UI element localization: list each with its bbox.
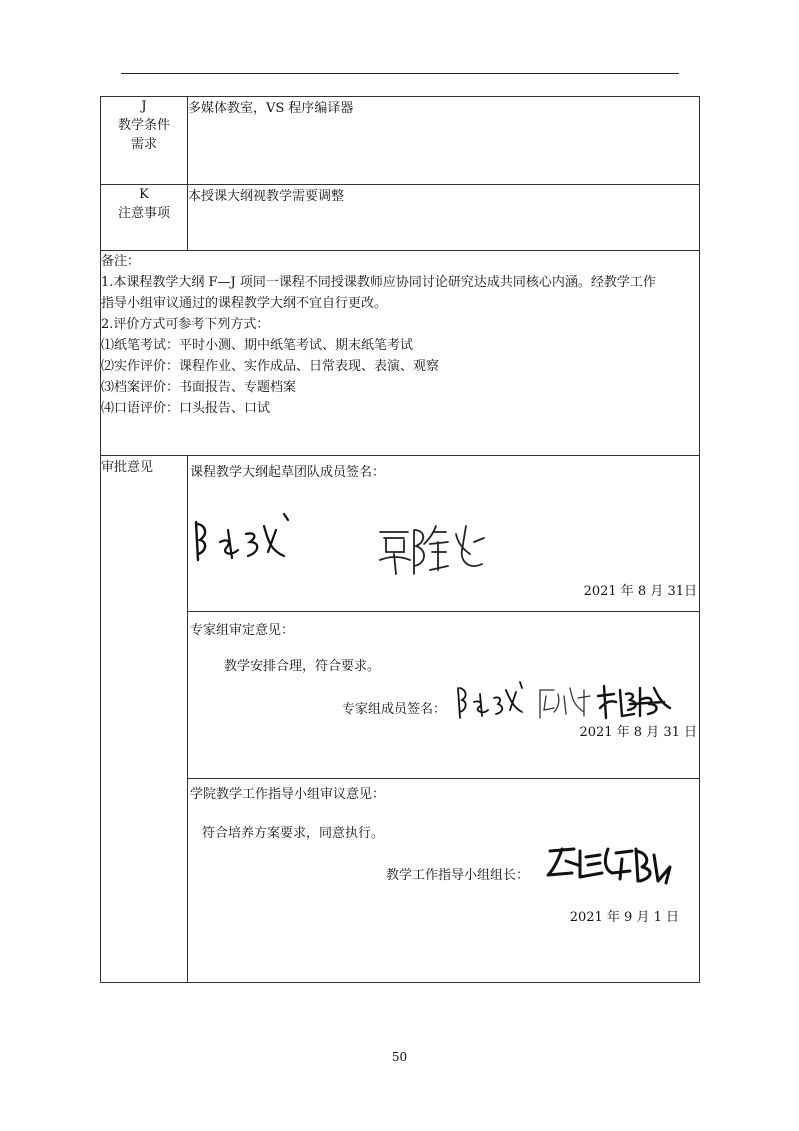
notes-line-6: ⑶档案评价：书面报告、专题档案 <box>101 380 297 395</box>
college-sign-label: 教学工作指导小组组长： <box>386 868 530 883</box>
row-k <box>101 185 700 251</box>
college-title: 学院教学工作指导小组审议意见： <box>190 787 386 802</box>
notes-line-7: ⑷口语评价：口头报告、口试 <box>101 401 271 416</box>
notes-line-4: ⑴纸笔考试：平时小测、期中纸笔考试、期末纸笔考试 <box>101 338 414 353</box>
notes-row <box>101 251 700 456</box>
expert-cell <box>188 612 700 779</box>
drafting-signature-2 <box>374 520 504 580</box>
notes-cell <box>101 251 700 456</box>
drafting-signature-1 <box>188 512 308 572</box>
page-number: 50 <box>391 1050 408 1064</box>
expert-opinion: 教学安排合理，符合要求。 <box>224 659 381 674</box>
expert-sign-label: 专家组成员签名： <box>342 702 447 717</box>
notes-title: 备注： <box>101 254 141 269</box>
notes-line-5: ⑵实作评价：课程作业、实作成品、日常表现、表演、观察 <box>101 359 440 374</box>
row-j-label-line2: 需求 <box>130 137 157 152</box>
expert-date: 2021 年 8 月 31 日 <box>579 725 697 740</box>
review-drafting-row <box>101 456 700 612</box>
row-j-code: J <box>141 99 147 114</box>
row-k-label <box>101 185 188 251</box>
review-expert-row <box>101 612 700 779</box>
review-label: 审批意见 <box>101 456 188 983</box>
drafting-date: 2021 年 8 月 31日 <box>583 584 697 599</box>
review-college-row <box>101 779 700 983</box>
row-j-label <box>101 97 188 185</box>
drafting-cell <box>188 456 700 612</box>
college-date: 2021 年 9 月 1 日 <box>569 910 679 925</box>
expert-title: 专家组审定意见： <box>190 623 295 638</box>
syllabus-table <box>100 96 700 983</box>
college-signature <box>544 843 674 891</box>
row-k-code: K <box>139 187 149 202</box>
notes-line-1: 1.本课程教学大纲 F—J 项同一课程不同授课教师应协同讨论研究达成共同核心内涵。经教学工作 <box>101 275 656 290</box>
notes-line-2: 指导小组审议通过的课程教学大纲不宜自行更改。 <box>101 296 388 311</box>
row-j-value: 多媒体教室，VS 程序编译器 <box>188 97 700 185</box>
row-k-value: 本授课大纲视教学需要调整 <box>188 185 700 251</box>
row-j-label-line1: 教学条件 <box>117 118 170 133</box>
college-cell <box>188 779 700 983</box>
header-rule <box>121 73 679 74</box>
row-j <box>101 97 700 185</box>
row-k-label-text: 注意事项 <box>117 206 170 221</box>
notes-line-3: 2.评价方式可参考下列方式： <box>101 317 270 332</box>
college-opinion: 符合培养方案要求，同意执行。 <box>202 826 385 841</box>
drafting-title: 课程教学大纲起草团队成员签名： <box>190 465 386 480</box>
